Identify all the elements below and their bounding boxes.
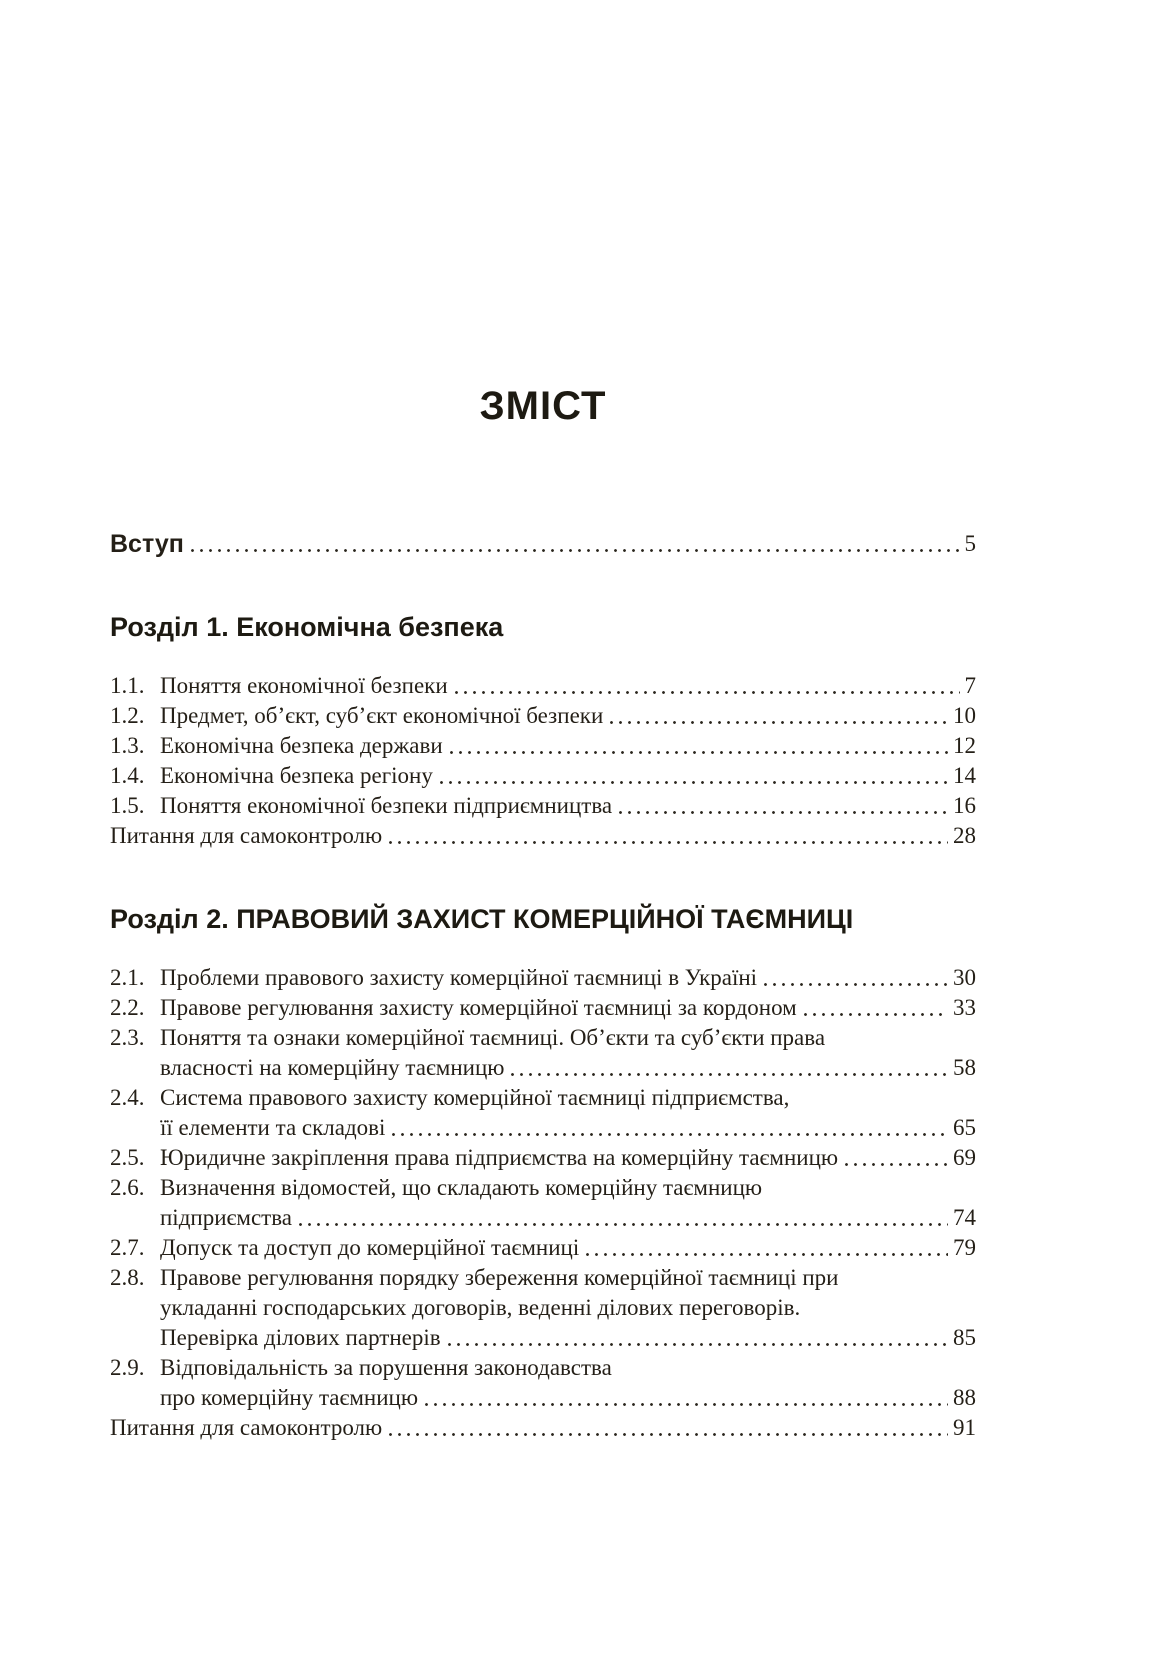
toc-entry-number: 2.2.: [110, 995, 145, 1020]
toc-entry-text: Визначення відомостей, що складають комерційну таємницю: [160, 1175, 763, 1200]
toc-entry-body: [160, 731, 976, 761]
page-number: 10: [953, 703, 976, 728]
toc-entry-text: підприємства: [160, 1205, 292, 1230]
toc-entry-line: [160, 1143, 976, 1173]
toc-entry-text: Предмет, об’єкт, суб’єкт економічної безпеки: [160, 703, 604, 728]
toc-entry-line: [160, 1023, 976, 1053]
page-number: 88: [953, 1385, 976, 1410]
toc-entry-line: [160, 761, 976, 791]
page-number: 14: [953, 763, 976, 788]
toc-entry: [110, 791, 976, 821]
toc-entry-text: її елементи та складові: [160, 1115, 386, 1140]
toc-entry-text: про комерційну таємницю: [160, 1385, 419, 1410]
toc-entry-number: 2.5.: [110, 1145, 145, 1170]
toc-entry-text: Юридичне закріплення права підприємства на комерційну таємницю: [160, 1145, 839, 1170]
toc-entry-body: [160, 963, 976, 993]
dot-leader: [610, 701, 948, 731]
toc-entry-self-check: [110, 821, 976, 851]
page-content: [110, 0, 976, 1443]
dot-leader: [511, 1053, 948, 1083]
toc-entry-self-check: [110, 1413, 976, 1443]
toc-entry-text: Питання для самоконтролю: [110, 1415, 383, 1440]
toc-entry-line: [160, 1263, 976, 1293]
dot-leader: [425, 1383, 948, 1413]
page-number: 65: [953, 1115, 976, 1140]
toc-entry-line: [160, 1293, 976, 1323]
page-title: ЗМІСТ: [479, 384, 607, 428]
toc-entry-line: [160, 1383, 976, 1413]
toc-entry-text: Питання для самоконтролю: [110, 823, 383, 848]
dot-leader: [389, 1413, 948, 1443]
page-number: 30: [953, 965, 976, 990]
toc-entry-line: [160, 731, 976, 761]
page-number: 16: [953, 793, 976, 818]
dot-leader: [191, 529, 960, 559]
page-number: 85: [953, 1325, 976, 1350]
toc-entry-number: 2.6.: [110, 1175, 145, 1200]
toc-entry-number: 2.9.: [110, 1355, 145, 1380]
toc-entry-number: 1.5.: [110, 793, 145, 818]
page-number: 7: [964, 673, 976, 698]
toc-entry-body: [160, 1263, 976, 1353]
toc-entry-text: власності на комерційну таємницю: [160, 1055, 505, 1080]
toc-entry: [110, 1173, 976, 1233]
toc-entry-line: [160, 701, 976, 731]
dot-leader: [440, 761, 948, 791]
dot-leader: [845, 1143, 948, 1173]
toc-entry: [110, 671, 976, 701]
toc-entry: [110, 1083, 976, 1143]
toc-entry-text: Поняття економічної безпеки: [160, 673, 448, 698]
toc-entry-line: [110, 529, 976, 559]
toc-entry: [110, 963, 976, 993]
toc-entry-number: 2.8.: [110, 1265, 145, 1290]
toc-entry-line: [110, 1413, 976, 1443]
page-number: 74: [953, 1205, 976, 1230]
dot-leader: [804, 993, 948, 1023]
toc-entry-body: [110, 529, 976, 559]
toc-entry-intro: [110, 529, 976, 559]
toc-entry-text: Економічна безпека регіону: [160, 763, 433, 788]
toc-entry: [110, 1263, 976, 1353]
toc-entry-text: Правове регулювання захисту комерційної таємниці за кордоном: [160, 995, 797, 1020]
toc-entry-line: [160, 1203, 976, 1233]
page-number: 5: [964, 531, 976, 556]
toc-entry-body: [160, 701, 976, 731]
toc-entry-text: Поняття та ознаки комерційної таємниці. Об’єкти та суб’єкти права: [160, 1025, 826, 1050]
toc-entry: [110, 1233, 976, 1263]
dot-leader: [619, 791, 948, 821]
toc-entry-line: [160, 671, 976, 701]
dot-leader: [389, 821, 948, 851]
toc-entry-line: [160, 1113, 976, 1143]
toc-entry-line: [160, 1233, 976, 1263]
toc-entry-text: Вступ: [110, 530, 184, 558]
toc-entry-line: [160, 1053, 976, 1083]
dot-leader: [586, 1233, 948, 1263]
toc-entry: [110, 731, 976, 761]
page-number: 12: [953, 733, 976, 758]
toc-entry-text: Економічна безпека держави: [160, 733, 443, 758]
toc-entry-number: 1.4.: [110, 763, 145, 788]
toc-entry-body: [160, 1023, 976, 1083]
page-number: 91: [953, 1415, 976, 1440]
toc-entry-body: [160, 761, 976, 791]
toc-entry-number: 2.3.: [110, 1025, 145, 1050]
toc-entry-number: 1.2.: [110, 703, 145, 728]
toc-entry-body: [160, 1143, 976, 1173]
toc-entry-text: Система правового захисту комерційної таємниці підприємства,: [160, 1085, 790, 1110]
toc-entry-line: [160, 1353, 976, 1383]
dot-leader: [764, 963, 948, 993]
toc-entry-body: [160, 1233, 976, 1263]
toc-entry-line: [160, 993, 976, 1023]
page-number: 69: [953, 1145, 976, 1170]
toc-entry-number: 1.3.: [110, 733, 145, 758]
toc-entry: [110, 701, 976, 731]
dot-leader: [448, 1323, 948, 1353]
toc-entry-number: 2.7.: [110, 1235, 145, 1260]
dot-leader: [299, 1203, 948, 1233]
toc-entry-line: [160, 1323, 976, 1353]
page-number: 33: [953, 995, 976, 1020]
toc-entry-body: [110, 1413, 976, 1443]
toc-entry-body: [160, 671, 976, 701]
toc-entry-text: Відповідальність за порушення законодавства: [160, 1355, 612, 1380]
toc-entry-text: Допуск та доступ до комерційної таємниці: [160, 1235, 580, 1260]
toc-entry: [110, 993, 976, 1023]
section-heading-2: Розділ 2. ПРАВОВИЙ ЗАХИСТ КОМЕРЦІЙНОЇ ТАЄМНИЦІ: [110, 904, 854, 934]
toc-entry: [110, 1353, 976, 1413]
toc-entry-line: [160, 791, 976, 821]
toc-entry-text: Проблеми правового захисту комерційної таємниці в Україні: [160, 965, 758, 990]
dot-leader: [392, 1113, 948, 1143]
toc-entry-text: Перевірка ділових партнерів: [160, 1325, 441, 1350]
toc-entry-text: Правове регулювання порядку збереження комерційної таємниці при: [160, 1265, 839, 1290]
toc-entry-number: 1.1.: [110, 673, 145, 698]
toc-entry: [110, 1143, 976, 1173]
toc-entry-body: [160, 993, 976, 1023]
toc: [110, 529, 976, 1443]
page-number: 28: [953, 823, 976, 848]
page-number: 58: [953, 1055, 976, 1080]
toc-entry-line: [110, 821, 976, 851]
toc-entry: [110, 1023, 976, 1083]
toc-entry-line: [160, 963, 976, 993]
page-number: 79: [953, 1235, 976, 1260]
dot-leader: [450, 731, 948, 761]
toc-entry-body: [160, 1353, 976, 1413]
toc-entry-text: Поняття економічної безпеки підприємництва: [160, 793, 613, 818]
toc-entry-body: [160, 791, 976, 821]
toc-entry-number: 2.4.: [110, 1085, 145, 1110]
toc-entry-number: 2.1.: [110, 965, 145, 990]
toc-entry-text: укладанні господарських договорів, веденні ділових переговорів.: [160, 1295, 801, 1320]
toc-entry-body: [160, 1083, 976, 1143]
toc-entry-line: [160, 1083, 976, 1113]
toc-entry-body: [160, 1173, 976, 1233]
toc-entry-line: [160, 1173, 976, 1203]
section-heading-1: Розділ 1. Економічна безпека: [110, 612, 504, 642]
toc-entry: [110, 761, 976, 791]
dot-leader: [455, 671, 960, 701]
toc-entry-body: [110, 821, 976, 851]
